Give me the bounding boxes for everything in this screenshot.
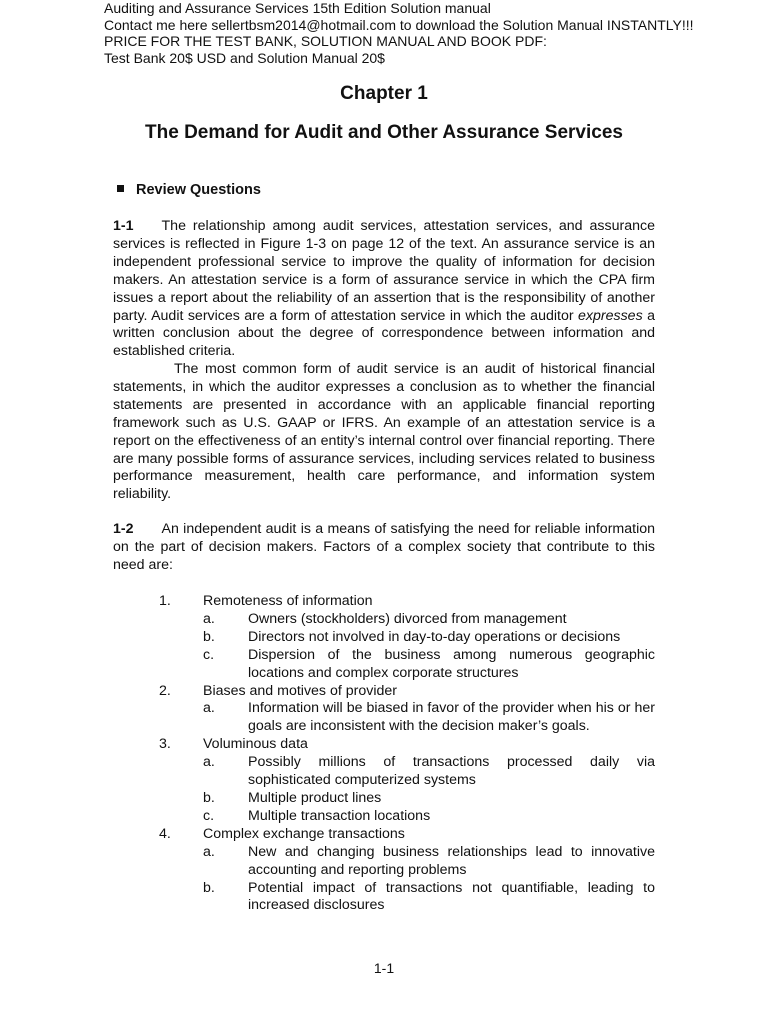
list-item-number: 3. [159,736,171,753]
sub-list-item-letter: a. [203,700,215,717]
sub-list-item-letter: a. [203,843,215,860]
sub-list-item-letter: b. [203,879,215,896]
sub-list-item [113,611,655,629]
list-item-text: Biases and motives of provider [203,682,397,699]
paragraph-text: The relationship among audit services, attestation services, and assurance services is reflected in Figure 1-3 on page 12 of the text. An assurance service is an independent professional service to improve the quality of information for decision makers. An attestation service is a form of assurance service in which the CPA firm issues a report about the reliability of an assertion that is the responsibility of another party. Audit services are a form of attestation service in which the auditor [113,218,655,324]
question-1-1-paragraph-1 [113,218,655,361]
section-heading-text: Review Questions [136,182,261,198]
sub-list-item-text: Information will be biased in favor of the provider when his or her goals are inconsistent with the decision maker’s goals. [248,700,655,735]
sub-list-item-text: Possibly millions of transactions processed daily via sophisticated computerized systems [248,754,655,789]
list-item [113,826,655,844]
sub-list-item-text: New and changing business relationships lead to innovative accounting and reporting problems [248,843,655,878]
paragraph-text: a written conclusion about the degree of correspondence between information and established criteria. [113,307,655,360]
question-number: 1-1 [113,218,134,234]
header-note-line: PRICE FOR THE TEST BANK, SOLUTION MANUAL AND BOOK PDF: [104,33,547,49]
sub-list-item-text: Directors not involved in day-to-day operations or decisions [248,628,621,645]
sub-list-item-text: Multiple product lines [248,789,382,806]
list-item-number: 2. [159,682,171,699]
chapter-number: Chapter 1 [340,83,428,104]
list-item-number: 1. [159,593,171,609]
sub-list-item-letter: a. [203,610,215,627]
list-item-text: Voluminous data [203,736,308,753]
sub-list-item [113,844,655,880]
sub-list-item-letter: b. [203,628,215,645]
section-heading [117,182,261,198]
chapter-title: The Demand for Audit and Other Assurance Services [145,122,623,143]
header-note-line: Auditing and Assurance Services 15th Edition Solution manual [104,0,491,16]
list-item-text: Complex exchange transactions [203,825,405,842]
list-item [113,736,655,754]
sub-list-item-text: Multiple transaction locations [248,807,431,824]
sub-list-item-letter: b. [203,789,215,806]
list-item-number: 4. [159,825,171,842]
header-note-line: Test Bank 20$ USD and Solution Manual 20$ [104,49,385,66]
sub-list-item [113,790,655,808]
list-item-text: Remoteness of information [203,593,373,609]
list-item [113,593,655,611]
sub-list-item-letter: a. [203,754,215,771]
question-number: 1-2 [113,521,134,537]
emphasis-text: expresses [578,307,643,324]
paragraph-text: The most common form of audit service is an audit of historical financial statements, in which the auditor expresses a conclusion as to whether the financial statements are presented in accordance with an applicable financial reporting framework such as U.S. GAAP or IFRS. An example of an attestation service is a report on the effectiveness of an entity’s internal control over financial reporting. There are many possible forms of assurance services, including services related to business performance measurement, health care performance, and information system reliability. [113,361,655,503]
sub-list-item [113,629,655,647]
header-note [104,0,744,66]
square-bullet-icon [117,185,124,192]
sub-list-item [113,808,655,826]
factor-list [113,593,655,915]
sub-list-item-letter: c. [203,646,215,663]
question-1-1-paragraph-2 [113,361,655,504]
header-note-line: Contact me here sellertbsm2014@hotmail.com to download the Solution Manual INSTANTLY!!! [104,16,694,33]
question-1-2-paragraph [113,521,655,575]
sub-list-item-letter: c. [203,807,215,824]
sub-list-item-text: Dispersion of the business among numerous geographic locations and complex corporate structures [248,646,655,681]
list-item [113,683,655,701]
page-number: 1-1 [373,960,395,976]
sub-list-item-text: Owners (stockholders) divorced from management [248,610,567,627]
sub-list-item [113,647,655,683]
sub-list-item [113,700,655,736]
paragraph-text: An independent audit is a means of satisfying the need for reliable information on the part of decision makers. Factors of a complex society that contribute to this need are: [113,521,655,573]
sub-list-item [113,880,655,916]
sub-list-item-text: Potential impact of transactions not quantifiable, leading to increased disclosures [248,879,655,914]
sub-list-item [113,754,655,790]
